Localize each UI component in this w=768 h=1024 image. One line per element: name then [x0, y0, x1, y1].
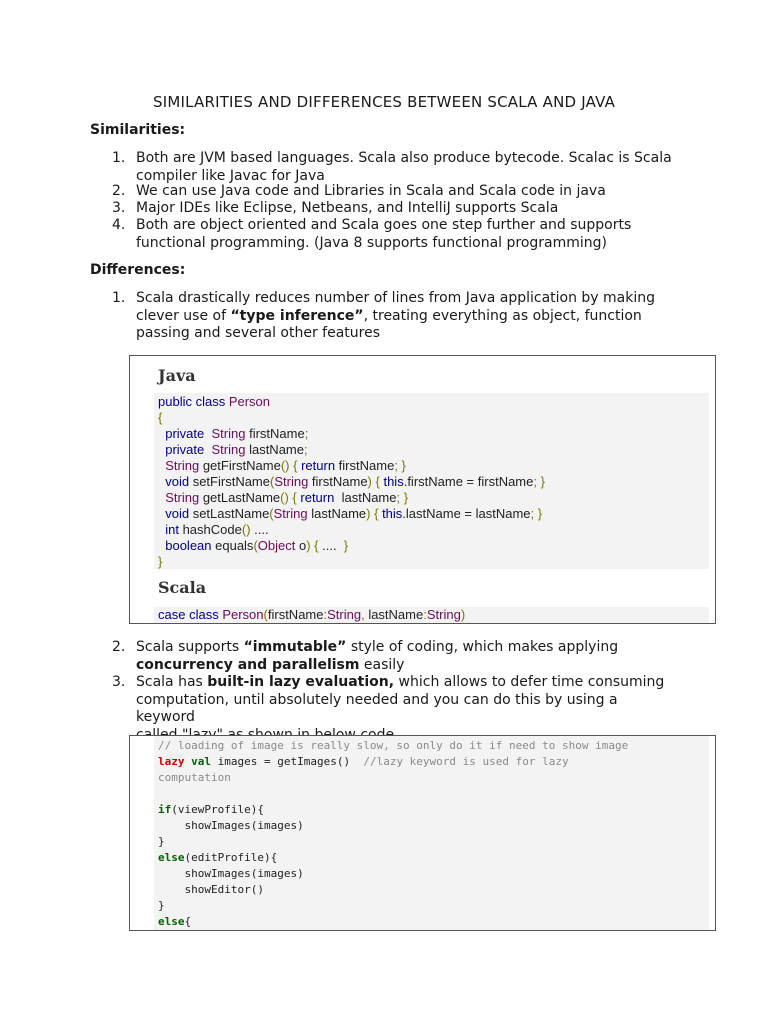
code-line: else(editProfile){ [158, 851, 278, 864]
code-line: showImages(images) [158, 819, 304, 832]
code-line: case class Person(firstName:String, lastName:String) [158, 607, 466, 622]
java-scala-code-box [129, 355, 716, 624]
code-line: computation [158, 771, 231, 784]
list-number: 2. [112, 639, 126, 655]
code-line: lazy val images = getImages() //lazy keyword is used for lazy [158, 755, 569, 768]
code-line: String getFirstName() { return firstName; } [165, 458, 406, 473]
list-number: 3. [112, 200, 126, 216]
java-label: Java [158, 366, 196, 385]
java-code-block [154, 393, 709, 569]
differences-heading: Differences: [90, 262, 186, 278]
page-title: SIMILARITIES AND DIFFERENCES BETWEEN SCALA AND JAVA [152, 93, 616, 111]
code-line: { [158, 410, 163, 425]
scala-label: Scala [158, 578, 207, 597]
code-line: if(viewProfile){ [158, 803, 264, 816]
list-number: 3. [112, 674, 126, 690]
code-line: else{ [158, 915, 192, 928]
code-line: // loading of image is really slow, so only do it if need to show image [158, 739, 629, 752]
code-line: } [158, 899, 165, 912]
lazy-code-box [129, 735, 716, 931]
list-text: Scala supports “immutable” style of coding, which makes applying concurrency and parallelism easily [136, 639, 619, 673]
code-line: void setFirstName(String firstName) { this.firstName = firstName; } [165, 474, 545, 489]
code-line: private String lastName; [165, 442, 308, 457]
list-text: Major IDEs like Eclipse, Netbeans, and IntelliJ supports Scala [136, 200, 559, 216]
code-line: private String firstName; [165, 426, 309, 441]
list-number: 1. [112, 150, 126, 166]
code-line: public class Person [158, 394, 271, 409]
code-line: boolean equals(Object o) { .... } [165, 538, 349, 553]
code-line: String getLastName() { return lastName; } [165, 490, 409, 505]
list-text: We can use Java code and Libraries in Scala and Scala code in java [136, 183, 606, 199]
similarities-heading: Similarities: [90, 122, 186, 138]
code-line: showImages(images) [158, 867, 304, 880]
list-number: 2. [112, 183, 126, 199]
list-text: Both are object oriented and Scala goes one step further and supports functional programming. (Java 8 supports functional programming) [136, 217, 632, 251]
list-text: Scala drastically reduces number of lines from Java application by making clever use of “type inference”, treating everything as object, function passing and several other features [136, 290, 656, 341]
code-line: } [158, 835, 165, 848]
list-text: Both are JVM based languages. Scala also produce bytecode. Scalac is Scala compiler like Javac for Java [136, 150, 672, 184]
code-line: } [158, 554, 163, 569]
list-number: 1. [112, 290, 126, 306]
code-line: void setLastName(String lastName) { this.lastName = lastName; } [165, 506, 543, 521]
scala-code-block [154, 607, 709, 623]
list-number: 4. [112, 217, 126, 233]
code-line: showEditor() [158, 883, 264, 896]
code-line: int hashCode() .... [165, 522, 269, 537]
list-text: Scala has built-in lazy evaluation, which allows to defer time consuming computation, until absolutely needed and you can do this by using a keyword [136, 674, 665, 725]
